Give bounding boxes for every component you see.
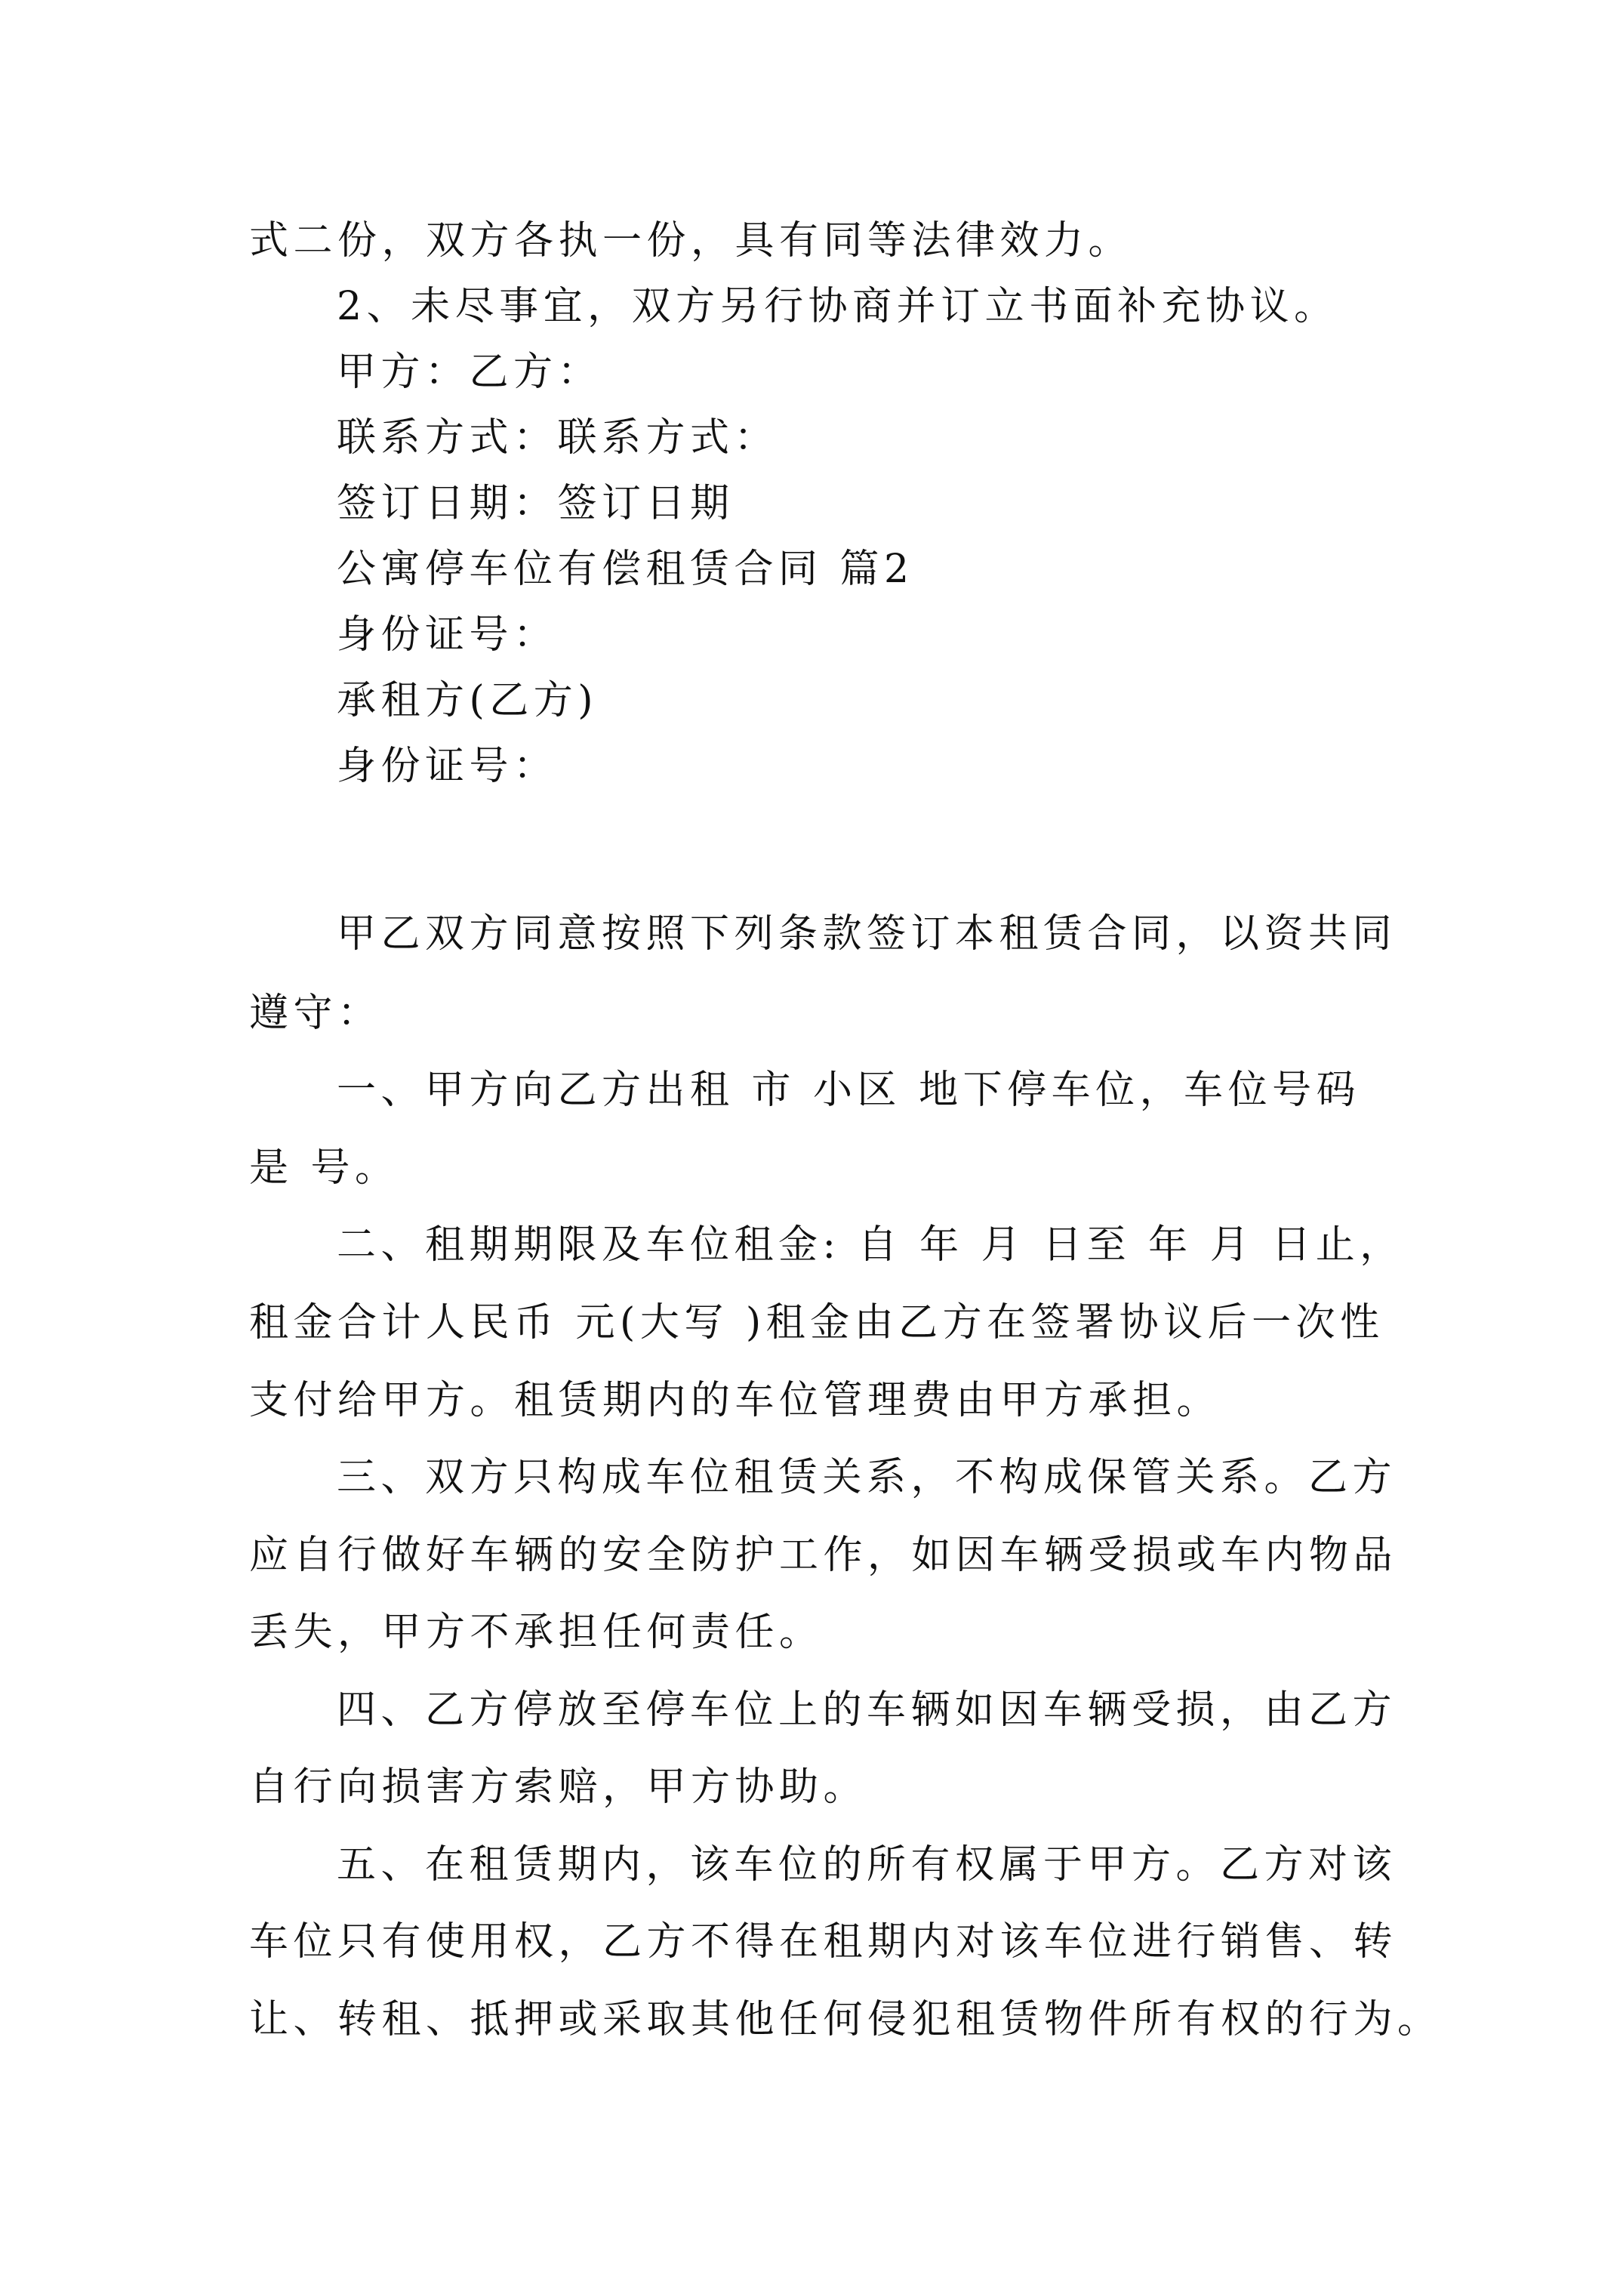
text-line: 身份证号： [337, 744, 558, 789]
text-line: 四、乙方停放至停车位上的车辆如因车辆受损，由乙方 [337, 1687, 1397, 1733]
text-line: 租金合计人民币 元(大写 )租金由乙方在签署协议后一次性 [249, 1300, 1384, 1345]
text-line: 式二份，双方各执一份，具有同等法律效力。 [249, 218, 1133, 264]
text-line: 甲方：乙方： [337, 350, 602, 395]
text-line: 二、租期期限及车位租金: 自 年 月 日至 年 月 日止， [337, 1222, 1404, 1268]
text-line: 支付给甲方。租赁期内的车位管理费由甲方承担。 [249, 1378, 1221, 1423]
text-line: 车位只有使用权，乙方不得在租期内对该车位进行销售、转 [249, 1919, 1398, 1965]
text-line: 身份证号： [337, 612, 558, 658]
text-line: 签订日期：签订日期 [337, 481, 735, 526]
text-line: 甲乙双方同意按照下列条款签订本租赁合同，以资共同 [337, 911, 1397, 957]
text-line: 2、未尽事宜，双方另行协商并订立书面补充协议。 [337, 284, 1338, 329]
text-line: 五、在租赁期内，该车位的所有权属于甲方。乙方对该 [337, 1842, 1397, 1888]
text-line: 自行向损害方索赔，甲方协助。 [249, 1764, 868, 1810]
text-line: 让、转租、抵押或采取其他任何侵犯租赁物件所有权的行为。 [249, 1997, 1442, 2042]
text-line: 丢失，甲方不承担任何责任。 [249, 1610, 824, 1655]
text-line: 遵守： [249, 991, 382, 1036]
text-line: 承租方(乙方) [337, 678, 599, 723]
section-heading: 公寓停车位有偿租赁合同 篇2 [337, 547, 914, 592]
text-line: 联系方式：联系方式： [337, 415, 779, 461]
text-line: 一、甲方向乙方出租 市 小区 地下停车位，车位号码 [337, 1068, 1361, 1113]
text-line: 应自行做好车辆的安全防护工作，如因车辆受损或车内物品 [249, 1533, 1398, 1578]
text-line: 是 号。 [249, 1145, 399, 1191]
text-line: 三、双方只构成车位租赁关系，不构成保管关系。乙方 [337, 1455, 1397, 1500]
